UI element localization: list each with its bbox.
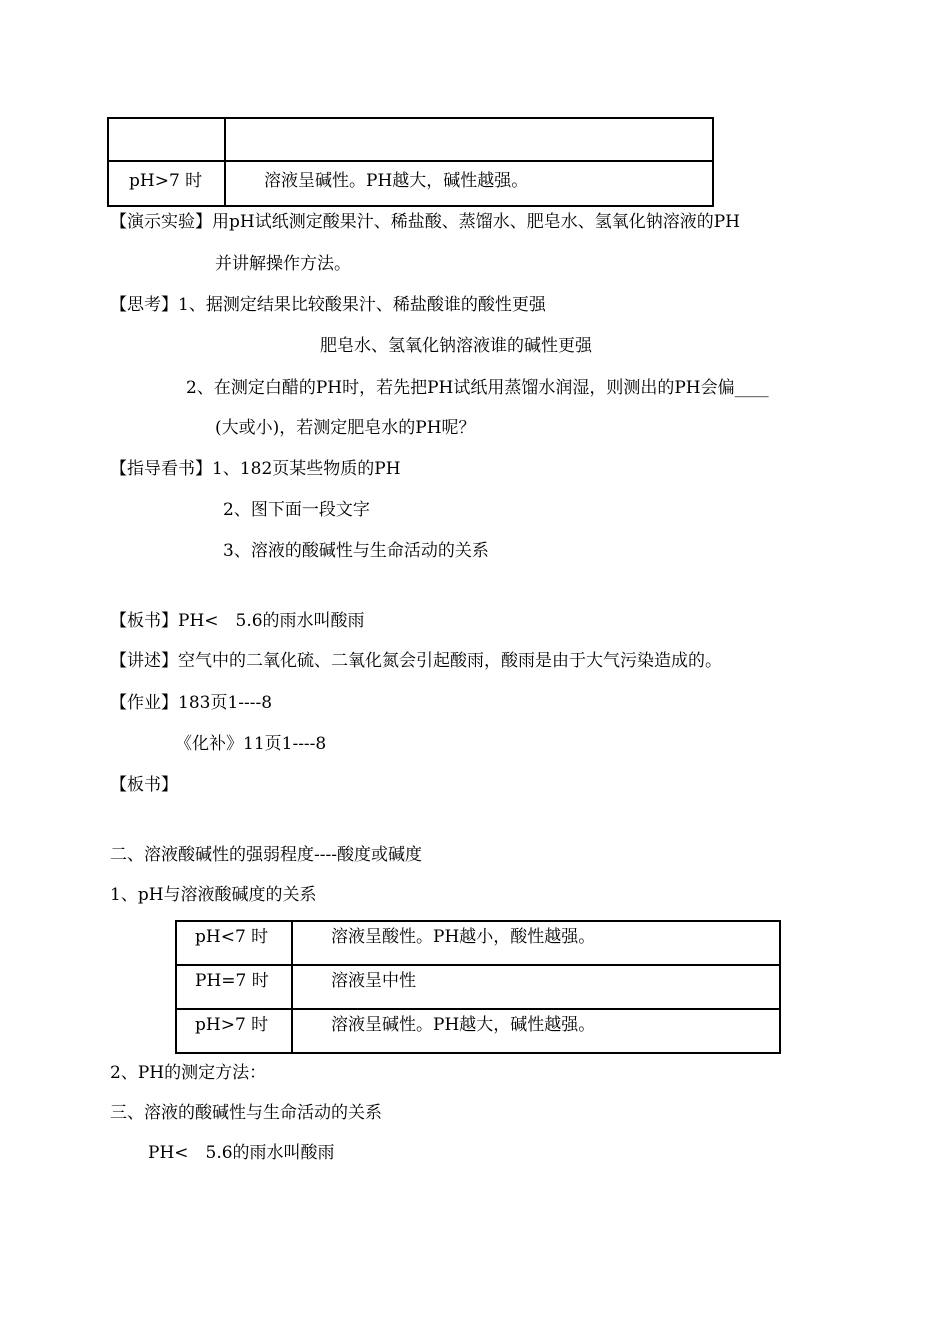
guide-item: 1、182页某些物质的PH (212, 459, 401, 479)
table-row (176, 921, 780, 965)
table-row (108, 118, 713, 161)
demo-line (110, 211, 740, 233)
lecture-line (110, 650, 722, 672)
table-cell-condition (108, 118, 225, 161)
board1-line (110, 610, 365, 632)
table-row (176, 965, 780, 1009)
think-q2b: (大或小)，若测定肥皂水的PH呢？ (215, 418, 476, 438)
guide-line-1 (110, 458, 401, 480)
guide-label: 【指导看书】 (110, 459, 212, 479)
board1-text: PH< 5.6的雨水叫酸雨 (178, 611, 365, 631)
table-cell-condition: pH>7 时 (108, 161, 225, 206)
think-line-1 (110, 294, 546, 316)
think-q2a: 2、在测定白醋的PH时，若先把PH试纸用蒸馏水润湿，则测出的PH会偏____ (186, 378, 769, 398)
homework-line-1 (110, 692, 272, 714)
think-q1a: 1、据测定结果比较酸果汁、稀盐酸谁的酸性更强 (178, 295, 546, 315)
table-cell-description: 溶液呈碱性。PH越大，碱性越强。 (225, 161, 713, 206)
homework-label: 【作业】 (110, 693, 178, 713)
table-row (176, 1009, 780, 1053)
section2-subtitle-2: 2、PH的测定方法： (110, 1063, 267, 1083)
lecture-text: 空气中的二氧化硫、二氧化氮会引起酸雨，酸雨是由于大气污染造成的。 (178, 651, 722, 671)
board1-label: 【板书】 (110, 611, 178, 631)
lecture-label: 【讲述】 (110, 651, 178, 671)
board2-label: 【板书】 (110, 775, 178, 795)
guide-item: 2、图下面一段文字 (223, 500, 370, 520)
section2-subtitle-1: 1、pH与溶液酸碱度的关系 (110, 885, 317, 905)
table-cell-condition: PH=7 时 (176, 965, 292, 1009)
think-q1b: 肥皂水、氢氧化钠溶液谁的碱性更强 (320, 336, 592, 356)
table-row (108, 161, 713, 206)
ph-relation-table (175, 920, 781, 1054)
table-cell-description (225, 118, 713, 161)
section2-title: 二、溶液酸碱性的强弱程度----酸度或碱度 (110, 845, 422, 865)
table-cell-description: 溶液呈酸性。PH越小，酸性越强。 (292, 921, 780, 965)
table-cell-description: 溶液呈碱性。PH越大，碱性越强。 (292, 1009, 780, 1053)
section3-line: PH< 5.6的雨水叫酸雨 (148, 1143, 335, 1163)
demo-text: 用pH试纸测定酸果汁、稀盐酸、蒸馏水、肥皂水、氢氧化钠溶液的PH (212, 212, 740, 232)
table-cell-description: 溶液呈中性 (292, 965, 780, 1009)
top-ph-table (107, 117, 714, 207)
think-label: 【思考】 (110, 295, 178, 315)
homework-text: 183页1----8 (178, 693, 273, 713)
table-cell-condition: pH<7 时 (176, 921, 292, 965)
section3-title: 三、溶液的酸碱性与生命活动的关系 (110, 1103, 382, 1123)
table-cell-condition: pH>7 时 (176, 1009, 292, 1053)
demo-label: 【演示实验】 (110, 212, 212, 232)
guide-item: 3、溶液的酸碱性与生命活动的关系 (223, 541, 489, 561)
demo-text-continued: 并讲解操作方法。 (215, 254, 351, 274)
homework-line-2: 《化补》11页1----8 (175, 734, 327, 754)
